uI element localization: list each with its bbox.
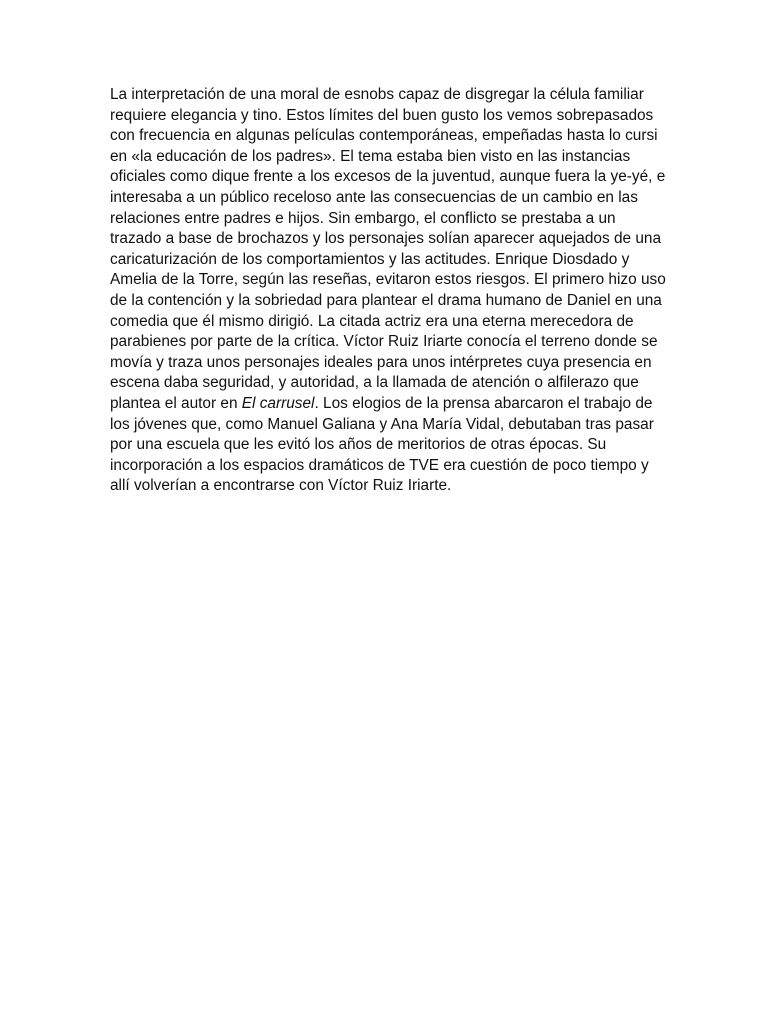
text-line: de la contención y la sobriedad para plantear el drama humano de Daniel en una — [110, 291, 662, 309]
text-segment: plantea el autor en — [110, 394, 242, 412]
text-line: escena daba seguridad, y autoridad, a la llamada de atención o alfilerazo que — [110, 374, 639, 392]
text-line: con frecuencia en algunas películas contemporáneas, empeñadas hasta lo cursi — [110, 127, 658, 145]
text-line: comedia que él mismo dirigió. La citada actriz era una eterna merecedora de — [110, 312, 634, 330]
text-line: los jóvenes que, como Manuel Galiana y Ana María Vidal, debutaban tras pasar — [110, 415, 654, 433]
text-line: requiere elegancia y tino. Estos límites del buen gusto los vemos sobrepasados — [110, 106, 654, 124]
text-line: relaciones entre padres e hijos. Sin embargo, el conflicto se prestaba a un — [110, 209, 616, 227]
text-line: parabienes por parte de la crítica. Víctor Ruiz Iriarte conocía el terreno donde se — [110, 333, 658, 351]
body-paragraph — [110, 85, 670, 497]
text-line-with-italic — [110, 394, 670, 415]
text-segment: . Los elogios de la prensa abarcaron el trabajo de — [314, 394, 653, 412]
text-line: caricaturización de los comportamientos y las actitudes. Enrique Diosdado y — [110, 250, 630, 268]
text-line: incorporación a los espacios dramáticos de TVE era cuestión de poco tiempo y — [110, 456, 649, 474]
text-line: movía y traza unos personajes ideales para unos intérpretes cuya presencia en — [110, 353, 652, 371]
italic-title: El carrusel — [241, 394, 315, 412]
text-line: La interpretación de una moral de esnobs capaz de disgregar la célula familiar — [110, 86, 644, 103]
text-line: en «la educación de los padres». El tema estaba bien visto en las instancias — [110, 147, 631, 165]
text-line: interesaba a un público receloso ante las consecuencias de un cambio en las — [110, 188, 638, 206]
text-line: por una escuela que les evitó los años de meritorios de otras épocas. Su — [110, 436, 607, 454]
text-line: allí volverían a encontrarse con Víctor Ruiz Iriarte. — [110, 477, 452, 495]
text-line: Amelia de la Torre, según las reseñas, evitaron estos riesgos. El primero hizo uso — [110, 271, 666, 289]
text-line: oficiales como dique frente a los excesos de la juventud, aunque fuera la ye-yé, e — [110, 168, 666, 186]
text-line: trazado a base de brochazos y los personajes solían aparecer aquejados de una — [110, 230, 662, 248]
